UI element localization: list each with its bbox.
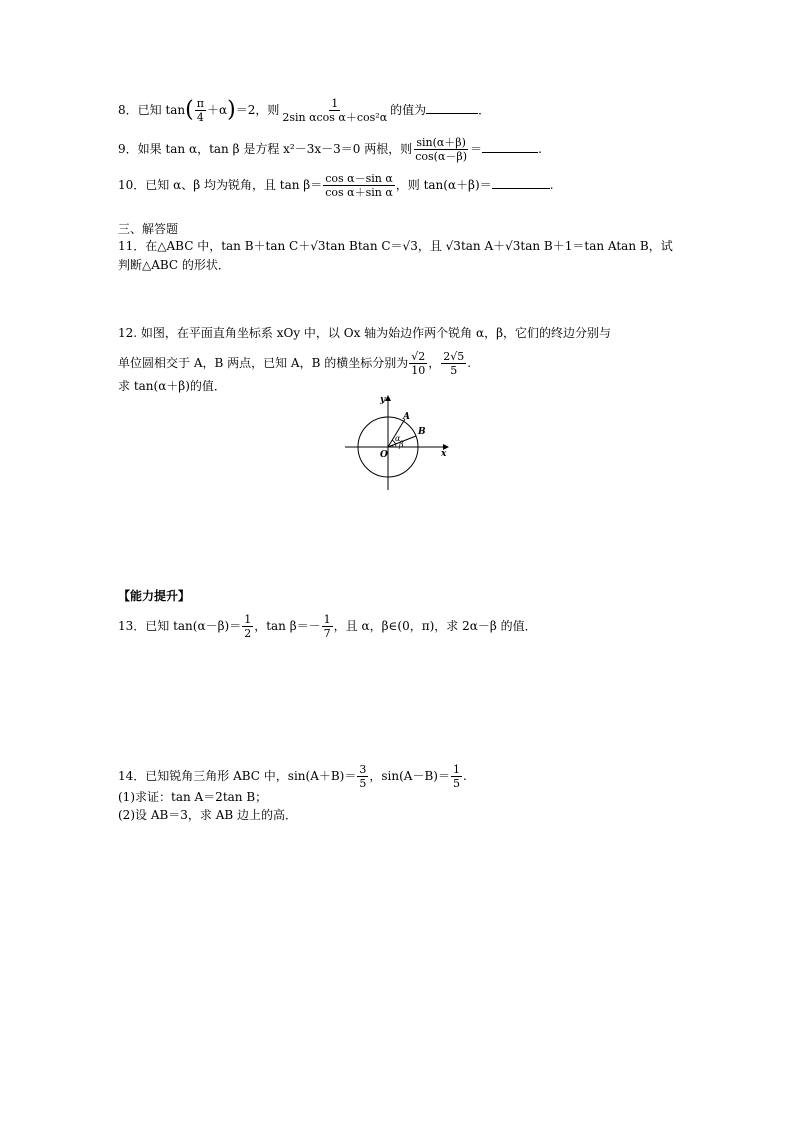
label-b: B (418, 427, 426, 437)
q14-f1-den: 5 (359, 777, 367, 790)
label-a: A (403, 412, 410, 422)
section-title-ability: 【能力提升】 (118, 589, 191, 603)
q13-suffix: ，且 α，β∈(0，π)，求 2α－β 的值． (333, 619, 537, 633)
q14-f2-den: 5 (452, 777, 460, 790)
q12-fraction-2 (441, 350, 466, 377)
q13-f1-num: 1 (244, 613, 252, 626)
label-alpha: α (395, 434, 401, 443)
q8-pi-num: π (196, 97, 204, 110)
label-x: x (441, 449, 447, 459)
section-title-3: 三、解答题 (118, 222, 179, 236)
q13-mid: ，tan β＝－ (254, 619, 321, 633)
label-beta: β (399, 440, 404, 449)
q12-line2 (118, 350, 471, 377)
q14-part2: (2)设 AB＝3，求 AB 边上的高． (118, 808, 298, 822)
q10-mid: ，则 tan(α＋β)＝ (395, 178, 492, 192)
question-13 (118, 613, 537, 640)
q13-fraction-1 (242, 613, 253, 640)
q14-prefix: 14．已知锐角三角形 ABC 中，sin(A＋B)＝ (118, 769, 357, 783)
question-14 (118, 763, 467, 790)
q13-fraction-2 (322, 613, 333, 640)
q11-line1: 11．在△ABC 中，tan B＋tan C＋√3tan Btan C＝√3，且 √3tan A＋√3tan B＋1＝tan Atan B，试 (118, 239, 673, 253)
q14-end: . (462, 769, 467, 783)
q8-plus-alpha: ＋α (206, 103, 228, 117)
q9-fraction (413, 136, 469, 163)
q9-end: . (538, 142, 542, 156)
q9-num: sin(α＋β) (416, 136, 466, 149)
q10-num: cos α－sin α (325, 172, 393, 185)
question-8 (118, 97, 490, 124)
q12-comma: ， (428, 356, 441, 370)
q9-answer-blank (482, 140, 538, 153)
q10-end: . (549, 178, 554, 192)
q8-pi-den: 4 (196, 111, 204, 124)
label-o: O (380, 450, 388, 460)
q12-f2-num: 2√5 (443, 350, 465, 363)
q14-part1: (1)求证：tan A＝2tan B； (118, 790, 268, 804)
q8-main-num: 1 (331, 97, 339, 110)
q14-f1-num: 3 (359, 763, 367, 776)
question-10 (118, 172, 554, 199)
q8-left-paren: ( (185, 97, 194, 123)
q13-prefix: 13．已知 tan(α－β)＝ (118, 619, 242, 633)
q8-eq2: ＝2，则 (235, 103, 280, 117)
q14-fraction-2 (451, 763, 462, 790)
q12-f2-den: 5 (450, 364, 458, 377)
q9-eq: ＝ (470, 142, 483, 156)
q12-line1: 12. 如图，在平面直角坐标系 xOy 中，以 Ox 轴为始边作两个锐角 α，β，它们的终边分别与 (118, 326, 612, 340)
q8-pi-fraction (195, 97, 206, 124)
q8-answer-blank (426, 101, 478, 114)
q12-line3: 求 tan(α＋β)的值． (118, 379, 226, 393)
question-9 (118, 136, 542, 163)
label-y: y (380, 395, 386, 405)
q10-text: 10．已知 α、β 均为锐角，且 tan β＝ (118, 178, 323, 192)
q14-mid: ，sin(A－B)＝ (369, 769, 450, 783)
q9-text: 9．如果 tan α，tan β 是方程 x²－3x－3＝0 两根，则 (118, 142, 413, 156)
q8-end: ． (478, 103, 491, 117)
q10-answer-blank (492, 176, 550, 189)
q14-f2-num: 1 (452, 763, 460, 776)
q8-right-paren: ) (227, 97, 236, 123)
q13-f1-den: 2 (244, 627, 252, 640)
q12-f1-den: 10 (411, 364, 426, 377)
q8-main-den: 2sin αcos α＋cos²α (282, 111, 388, 124)
q8-main-fraction (280, 97, 389, 124)
q11-line2: 判断△ABC 的形状． (118, 258, 230, 272)
q9-den: cos(α－β) (415, 150, 468, 163)
q13-f2-num: 1 (323, 613, 331, 626)
q12-f1-num: √2 (411, 350, 426, 363)
q12-line2-end: . (467, 356, 472, 370)
q14-fraction-1 (357, 763, 368, 790)
q8-suffix: 的值为 (390, 103, 427, 117)
q12-line2-prefix: 单位圆相交于 A，B 两点，已知 A，B 的横坐标分别为 (118, 356, 409, 370)
q8-prefix: 8．已知 tan (118, 103, 186, 117)
q10-den: cos α＋sin α (325, 186, 393, 199)
unit-circle-figure (340, 392, 455, 494)
q10-fraction (323, 172, 395, 199)
q13-f2-den: 7 (323, 627, 331, 640)
q12-fraction-1 (409, 350, 427, 377)
